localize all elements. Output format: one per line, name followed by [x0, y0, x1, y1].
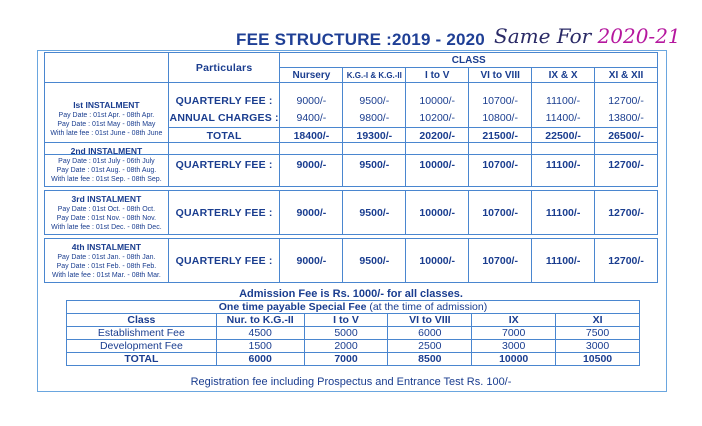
title-prefix: FEE STRUCTURE :: [236, 30, 392, 49]
fee-value: 10700/-: [469, 239, 532, 283]
row-label: QUARTERLY FEE :: [168, 239, 280, 283]
fee-value: 9000/-: [296, 94, 327, 107]
row-label: QUARTERLY FEE :: [168, 143, 280, 187]
fee-value: 11100/-: [532, 191, 595, 235]
late-fee-date: With late fee : 01st Mar. - 08th Mar.: [51, 271, 161, 279]
fee-value: 10000/-: [406, 143, 469, 187]
special-col-header: Class: [67, 314, 217, 327]
special-col-header: Nur. to K.G.-II: [216, 314, 304, 327]
total-value: 21500/-: [469, 127, 531, 145]
fee-value: 10700/-: [482, 94, 518, 107]
fee-value: 9500/-: [343, 191, 406, 235]
handwritten-note: [494, 24, 681, 48]
third-installment-table: [44, 190, 658, 235]
fee-value: 12700/-: [595, 239, 658, 283]
special-value: 1500: [216, 340, 304, 353]
second-installment-table: [44, 142, 658, 187]
fee-value: 11100/-: [532, 239, 595, 283]
pay-date: Pay Date : 01st May - 08th May: [57, 120, 156, 128]
handwritten-year: 2020-21: [597, 24, 681, 48]
special-value: 2000: [304, 340, 388, 353]
row-label: ANNUAL CHARGES :: [169, 111, 279, 124]
special-value: 7000: [472, 327, 556, 340]
fee-value: 9800/-: [359, 111, 390, 124]
special-value: 4500: [216, 327, 304, 340]
class-col-header: IX & X: [532, 68, 595, 83]
fee-value: 13800/-: [608, 111, 644, 124]
special-col-header: XI: [556, 314, 640, 327]
fee-value: 9500/-: [359, 94, 390, 107]
fee-value: 9000/-: [280, 143, 343, 187]
class-col-header: Nursery: [280, 68, 343, 83]
installment-info: [45, 239, 169, 283]
fee-value: 10800/-: [482, 111, 518, 124]
installment-info: [45, 191, 169, 235]
fee-value: 9400/-: [296, 111, 327, 124]
title-year: 2019 - 2020: [392, 30, 485, 49]
fourth-installment-table: [44, 238, 658, 283]
header-blank: [45, 53, 169, 83]
special-total: 7000: [304, 353, 388, 366]
class-col-header: I to V: [406, 68, 469, 83]
total-value: 19300/-: [343, 127, 405, 145]
page-title: [236, 30, 485, 50]
fee-value: 9500/-: [343, 143, 406, 187]
special-fee-table: [66, 300, 640, 366]
special-value: 3000: [556, 340, 640, 353]
special-value: 2500: [388, 340, 472, 353]
fee-value: 10000/-: [406, 191, 469, 235]
special-row-label: Development Fee: [67, 340, 217, 353]
special-value: 6000: [388, 327, 472, 340]
fee-value: 11400/-: [545, 111, 581, 124]
pay-date: Pay Date : 01st July - 06th July: [58, 157, 155, 165]
row-label: QUARTERLY FEE :: [175, 94, 273, 107]
late-fee-date: With late fee : 01st June - 08th June: [50, 129, 163, 137]
special-fee-heading-rest: (at the time of admission): [366, 301, 488, 313]
class-col-header: K.G.-I & K.G.-II: [343, 68, 406, 83]
special-row-label: Establishment Fee: [67, 327, 217, 340]
fee-value: 10200/-: [419, 111, 456, 124]
class-col-header: VI to VIII: [469, 68, 532, 83]
fee-value: 11100/-: [532, 143, 595, 187]
fee-value: 9000/-: [280, 191, 343, 235]
particulars-header: Particulars: [168, 53, 280, 83]
special-row-label: TOTAL: [67, 353, 217, 366]
first-installment-table: [44, 52, 658, 155]
installment-title: 3rd INSTALMENT: [71, 193, 142, 204]
class-col-header: XI & XII: [595, 68, 658, 83]
special-col-header: VI to VIII: [388, 314, 472, 327]
pay-date: Pay Date : 01st Jan. - 08th Jan.: [57, 253, 156, 261]
fee-value: 9500/-: [343, 239, 406, 283]
special-total: 8500: [388, 353, 472, 366]
pay-date: Pay Date : 01st Oct. - 08th Oct.: [57, 205, 156, 213]
registration-note: Registration fee including Prospectus and Entrance Test Rs. 100/-: [190, 376, 512, 388]
total-value: 22500/-: [532, 127, 594, 145]
pay-date: Pay Date : 01st Apr. - 08th Apr.: [58, 111, 155, 119]
installment-info: [45, 143, 169, 187]
fee-value: 11100/-: [546, 94, 581, 107]
special-col-header: IX: [472, 314, 556, 327]
special-fee-heading-bold: One time payable Special Fee: [218, 301, 367, 313]
class-header: CLASS: [280, 53, 658, 68]
installment-title: 4th INSTALMENT: [71, 241, 142, 252]
fee-value: 12700/-: [595, 143, 658, 187]
pay-date: Pay Date : 01st Aug. - 08th Aug.: [56, 166, 157, 174]
fee-value: 12700/-: [595, 191, 658, 235]
total-value: 20200/-: [406, 127, 468, 145]
special-total: 10500: [556, 353, 640, 366]
row-label: QUARTERLY FEE :: [168, 191, 280, 235]
special-value: 7500: [556, 327, 640, 340]
installment-title: 2nd INSTALMENT: [70, 145, 143, 156]
pay-date: Pay Date : 01st Feb. - 08th Feb.: [56, 262, 157, 270]
special-col-header: I to V: [304, 314, 388, 327]
fee-value: 10000/-: [406, 239, 469, 283]
fee-value: 10700/-: [469, 143, 532, 187]
special-total: 6000: [216, 353, 304, 366]
pay-date: Pay Date : 01st Nov. - 08th Nov.: [56, 214, 157, 222]
total-value: 18400/-: [280, 127, 342, 145]
row-label: TOTAL: [169, 127, 280, 145]
special-fee-heading: [67, 301, 640, 314]
special-value: 3000: [472, 340, 556, 353]
late-fee-date: With late fee : 01st Dec. - 08th Dec.: [51, 223, 162, 231]
special-total: 10000: [472, 353, 556, 366]
fee-value: 10700/-: [469, 191, 532, 235]
installment-title: Ist INSTALMENT: [73, 99, 140, 110]
fee-value: 9000/-: [280, 239, 343, 283]
fee-value: 10000/-: [419, 94, 456, 107]
fee-value: 12700/-: [608, 94, 644, 107]
special-value: 5000: [304, 327, 388, 340]
admission-note: Admission Fee is Rs. 1000/- for all classes.: [239, 288, 463, 300]
late-fee-date: With late fee : 01st Sep. - 08th Sep.: [51, 175, 162, 183]
total-value: 26500/-: [595, 127, 657, 145]
handwritten-text: Same For: [494, 24, 592, 48]
